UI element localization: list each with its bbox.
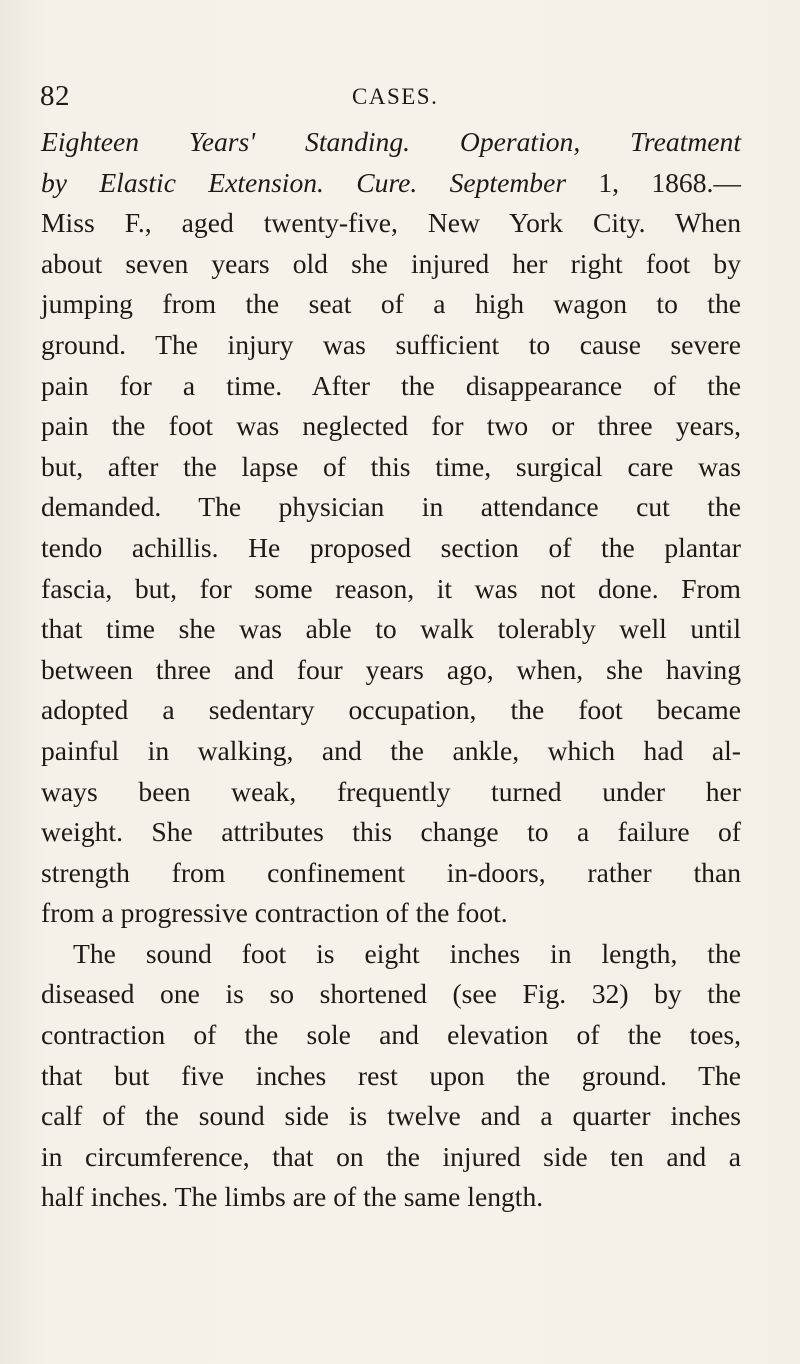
text-line: diseased one is so shortened (see Fig. 32) by the [41,978,741,1010]
text-line: ways been weak, frequently turned under her [41,775,741,807]
text-line: half inches. The limbs are of the same length. [41,1181,544,1213]
text-line: that but five inches rest upon the ground. The [41,1059,741,1091]
text-line [41,163,741,204]
text-line [41,122,741,163]
case-date-text: 1, 1868.— [566,166,742,198]
text-line: pain the foot was neglected for two or three years, [41,410,741,442]
text-line: tendo achillis. He proposed section of the plantar [41,531,741,563]
text-line: from a progressive contraction of the foot. [41,897,508,929]
text-line: strength from confinement in-doors, rather than [41,856,741,888]
text-line: that time she was able to walk tolerably well until [41,613,741,645]
text-line: painful in walking, and the ankle, which had al- [41,734,741,766]
text-line: in circumference, that on the injured side ten and a [41,1140,741,1172]
text-line: jumping from the seat of a high wagon to the [41,288,741,320]
text-line: adopted a sedentary occupation, the foot became [41,694,741,726]
text-line: calf of the sound side is twelve and a quarter inches [41,1100,741,1132]
text-line: demanded. The physician in attendance cut the [41,491,741,523]
text-line: ground. The injury was sufficient to cause severe [41,328,741,360]
text-line: between three and four years ago, when, she having [41,653,741,685]
page-header [0,80,800,120]
text-line: but, after the lapse of this time, surgical care was [41,450,741,482]
text-line: contraction of the sole and elevation of the toes, [41,1019,741,1051]
text-line: pain for a time. After the disappearance of the [41,369,741,401]
text-line: about seven years old she injured her right foot by [41,247,741,279]
text-line: The sound foot is eight inches in length, the [73,937,741,969]
text-line: Miss F., aged twenty-five, New York City. When [41,207,741,239]
body-text [41,122,741,1218]
page-number: 82 [40,80,70,112]
case-title-italic: Eighteen Years' Standing. Operation, Treatment [41,126,741,157]
running-head: CASES. [352,84,439,109]
text-line: fascia, but, for some reason, it was not done. From [41,572,741,604]
case-title-italic: by Elastic Extension. Cure. September [41,166,567,198]
text-line: weight. She attributes this change to a failure of [41,816,741,848]
